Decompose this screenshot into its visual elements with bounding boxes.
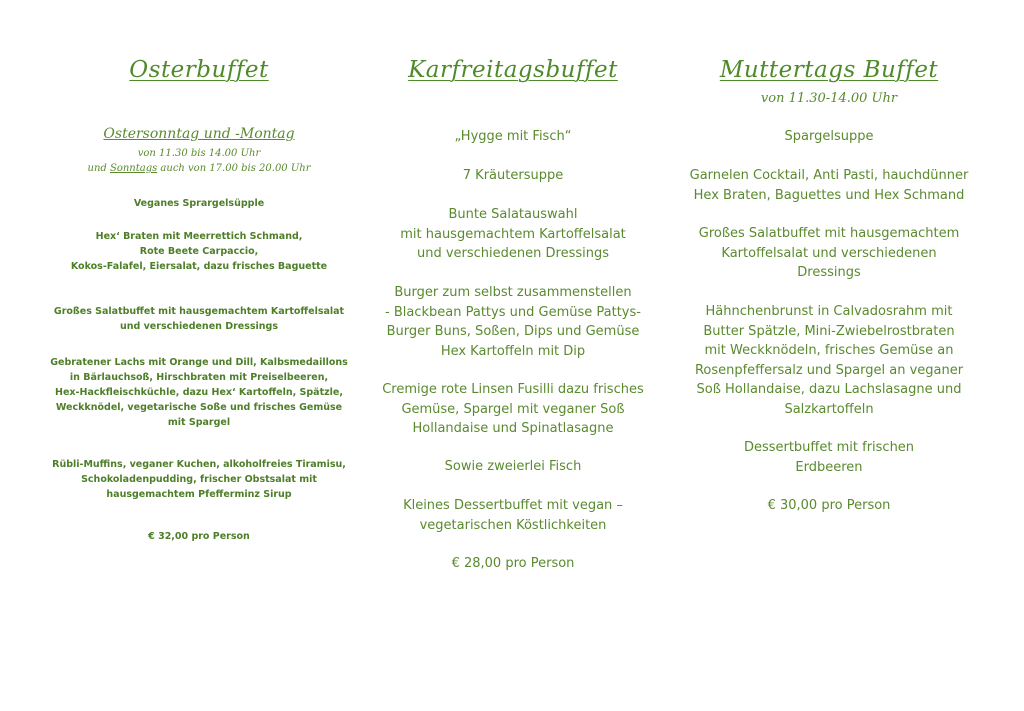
osterbuffet-time-line1: von 11.30 bis 14.00 Uhr (137, 148, 261, 159)
karfreitag-fish: Sowie zweierlei Fisch (444, 459, 582, 474)
osterbuffet-title: Osterbuffet (129, 57, 269, 83)
karfreitag-soup: 7 Kräutersuppe (462, 168, 564, 183)
karfreitag-salad: Bunte Salatauswahl mit hausgemachtem Kartoffelsalat und verschiedenen Dressings (400, 207, 626, 261)
muttertag-price: € 30,00 pro Person (767, 498, 891, 513)
osterbuffet-starters: Hex‘ Braten mit Meerrettich Schmand, Rote Beete Carpaccio, Kokos-Falafel, Eiersalat, dazu frisches Baguette (70, 231, 328, 272)
osterbuffet-dessert: Rübli-Muffins, veganer Kuchen, alkoholfreies Tiramisu, Schokoladenpudding, frischer Obstsalat mit hausgemachtem Pfefferminz Sirup (52, 459, 346, 500)
muttertag-starters: Garnelen Cocktail, Anti Pasti, hauchdünner Hex Braten, Baguettes und Hex Schmand (689, 168, 969, 203)
karfreitag-fusilli: Cremige rote Linsen Fusilli dazu frisches Gemüse, Spargel mit veganer Soß Hollandaise und Spinatlasagne (382, 382, 644, 436)
karfreitag-burger: Burger zum selbst zusammenstellen - Blackbean Pattys und Gemüse Pattys- Burger Buns, Soßen, Dips und Gemüse Hex Kartoffeln mit Dip (385, 285, 641, 359)
muttertag-subtitle: von 11.30-14.00 Uhr (760, 91, 898, 106)
karfreitag-title: Karfreitagsbuffet (408, 57, 618, 83)
osterbuffet-price: € 32,00 pro Person (148, 531, 250, 542)
osterbuffet-time-line2 (40, 161, 358, 176)
muttertag-dessert: Dessertbuffet mit frischen Erdbeeren (743, 440, 915, 475)
osterbuffet-salad: Großes Salatbuffet mit hausgemachtem Kartoffelsalat und verschiedenen Dressings (53, 306, 345, 332)
time-rest: auch von 17.00 bis 20.00 Uhr (157, 163, 311, 174)
karfreitag-motto: „Hygge mit Fisch“ (454, 129, 572, 144)
karfreitag-dessert: Kleines Dessertbuffet mit vegan – vegetarischen Köstlichkeiten (403, 498, 623, 533)
muttertag-mains: Hähnchenbrunst in Calvadosrahm mit Butter Spätzle, Mini-Zwiebelrostbraten mit Weckknödeln, frisches Gemüse an Rosenpfeffersalz und Spargel an veganer Soß Hollandaise, dazu Lachslasagne und Salzkartoffeln (694, 304, 964, 417)
osterbuffet-mains: Gebratener Lachs mit Orange und Dill, Kalbsmedaillons in Bärlauchsoß, Hirschbraten mit Preiselbeeren, Hex-Hackfleischküchle, dazu Hex‘ Kartoffeln, Spätzle, Weckknödel, vegetarische Soße und frisches Gemüse mit Spargel (50, 357, 348, 428)
osterbuffet-soup: Veganes Sprargelsüpple (133, 198, 265, 209)
muttertag-title: Muttertags Buffet (719, 57, 939, 83)
osterbuffet-subheading: Ostersonntag und -Montag (103, 126, 295, 142)
muttertag-salad: Großes Salatbuffet mit hausgemachtem Kartoffelsalat und verschiedenen Dressings (698, 226, 960, 280)
karfreitag-price: € 28,00 pro Person (451, 556, 575, 571)
muttertag-soup: Spargelsuppe (784, 129, 874, 144)
time-sonntags: Sonntags (109, 163, 158, 174)
time-und: und (87, 163, 110, 174)
